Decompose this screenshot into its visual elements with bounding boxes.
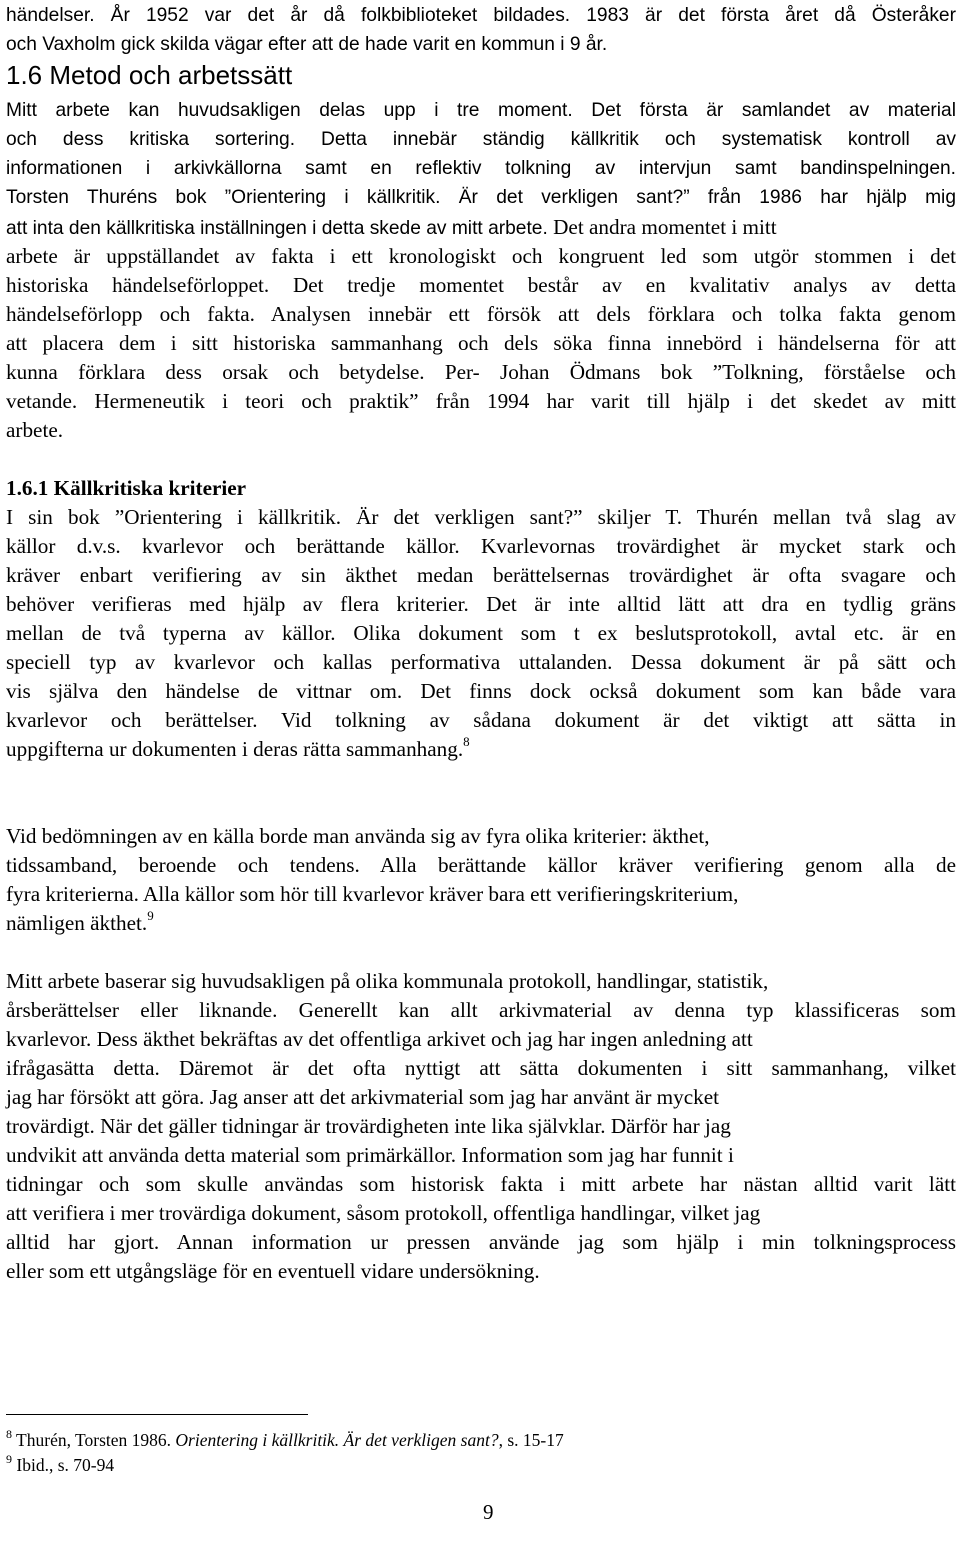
text-line: speciell typ av kvarlevor och kallas performativa uttalanden. Dessa dokument är på sätt och [6, 650, 956, 674]
text-line: och dess kritiska sortering. Detta innebär ständig källkritik och systematisk kontroll av [6, 129, 956, 150]
footnote-number: 9 [6, 1452, 12, 1466]
text-line: händelseförlopp och fakta. Analysen innebär ett försök att dels förklara och tolka fakta genom [6, 302, 956, 326]
text-line: kvarlevor. Dess äkthet bekräftas av det offentliga arkivet och jag har ingen anledning att [6, 1027, 753, 1051]
text-span: nämligen äkthet. [6, 911, 148, 935]
footnote-pages: , s. 15-17 [498, 1430, 564, 1450]
text-line: mellan de två typerna av källor. Olika dokument som t ex beslutsprotokoll, avtal etc. är en [6, 621, 956, 645]
text-line: ifrågasätta detta. Däremot är det ofta nyttigt att sätta dokumenten i sitt sammanhang, vilket [6, 1056, 956, 1080]
text-line: vis själva den händelse de vittnar om. Det finns dock också dokument som kan både vara [6, 679, 956, 703]
text-line: Vid bedömningen av en källa borde man använda sig av fyra olika kriterier: äkthet, [6, 824, 710, 848]
footnote-divider [6, 1414, 308, 1415]
text-line: tidssamband, beroende och tendens. Alla berättande källor kräver verifiering genom alla de [6, 853, 956, 877]
text-line: alltid har gjort. Annan information ur pressen använde jag som hjälp i min tolkningsprocess [6, 1230, 956, 1254]
text-line: behöver verifieras med hjälp av flera kriterier. Det är inte alltid lätt att dra en tydlig gräns [6, 592, 956, 616]
text-line: att verifiera i mer trovärdiga dokument, såsom protokoll, offentliga handlingar, vilket jag [6, 1201, 761, 1225]
text-line: händelser. År 1952 var det år då folkbiblioteket bildades. 1983 är det första året då Österåker [6, 5, 956, 26]
text-line: I sin bok ”Orientering i källkritik. Är det verkligen sant?” skiljer T. Thurén mellan två slag av [6, 505, 956, 529]
text-line [6, 734, 470, 761]
footnote-9 [6, 1452, 115, 1476]
text-line [6, 908, 154, 935]
footnote-ref: 8 [463, 734, 470, 749]
section-heading: 1.6 Metod och arbetssätt [6, 60, 293, 90]
text-line: Mitt arbete kan huvudsakligen delas upp i tre moment. Det första är samlandet av material [6, 100, 956, 121]
footnote-text: Thurén, Torsten 1986. [12, 1430, 176, 1450]
page-number: 9 [483, 1500, 494, 1524]
footnote-text: Ibid., s. 70-94 [12, 1455, 115, 1475]
text-span: uppgifterna ur dokumenten i deras rätta sammanhang. [6, 737, 464, 761]
text-line: Torsten Thuréns bok ”Orientering i källkritik. Är det verkligen sant?” från 1986 har hjälp mig [6, 187, 956, 208]
text-line: vetande. Hermeneutik i teori och praktik” från 1994 har varit till hjälp i det skedet av mitt [6, 389, 956, 413]
text-line: fyra kriterierna. Alla källor som hör till kvarlevor kräver bara ett verifieringskriterium, [6, 882, 739, 906]
text-line: undvikit att använda detta material som primärkällor. Information som jag har funnit i [6, 1143, 734, 1167]
footnote-number: 8 [6, 1427, 12, 1441]
text-line: eller som ett utgångsläge för en eventuell vidare undersökning. [6, 1259, 540, 1283]
text-span: Det andra momentet i mitt [547, 215, 777, 239]
text-line-mixed [6, 217, 777, 238]
text-line: att placera dem i sitt historiska sammanhang och dels söka finna innebörd i händelserna för att [6, 331, 956, 355]
text-line: jag har försökt att göra. Jag anser att det arkivmaterial som jag har använt är mycket [6, 1085, 720, 1109]
subsection-heading: 1.6.1 Källkritiska kriterier [6, 476, 247, 500]
text-line: och Vaxholm gick skilda vägar efter att de hade varit en kommun i 9 år. [6, 34, 608, 55]
text-line: tidningar och som skulle användas som historisk fakta i mitt arbete har nästan alltid varit lätt [6, 1172, 956, 1196]
text-line: trovärdigt. När det gäller tidningar är trovärdigheten inte lika självklar. Därför har jag [6, 1114, 731, 1138]
text-line: arbete är uppställandet av fakta i ett kronologiskt och kongruent led som utgör stommen i det [6, 244, 956, 268]
text-line: Mitt arbete baserar sig huvudsakligen på olika kommunala protokoll, handlingar, statistik, [6, 969, 769, 993]
text-line: kunna förklara dess orsak och betydelse. Per- Johan Ödmans bok ”Tolkning, förståelse och [6, 360, 956, 384]
footnote-ref: 9 [147, 908, 154, 923]
footnote-title: Orientering i källkritik. Är det verkligen sant? [175, 1430, 499, 1450]
text-line: årsberättelser eller liknande. Generellt kan allt arkivmaterial av denna typ klassificeras som [6, 998, 956, 1022]
text-line: kräver enbart verifiering av sin äkthet medan berättelsernas trovärdighet är ofta svagare och [6, 563, 956, 587]
text-line: informationen i arkivkällorna samt en reflektiv tolkning av intervjun samt bandinspelningen. [6, 158, 956, 179]
footnote-8 [6, 1427, 564, 1451]
text-line: källor d.v.s. kvarlevor och berättande källor. Kvarlevornas trovärdighet är mycket stark och [6, 534, 956, 558]
text-line: kvarlevor och berättelser. Vid tolkning av sådana dokument är det viktigt att sätta in [6, 708, 956, 732]
text-span: att inta den källkritiska inställningen i detta skede av mitt arbete. [6, 218, 548, 239]
text-line: historiska händelseförloppet. Det tredje momentet består av en kvalitativ analys av detta [6, 273, 956, 297]
text-line: arbete. [6, 418, 64, 442]
